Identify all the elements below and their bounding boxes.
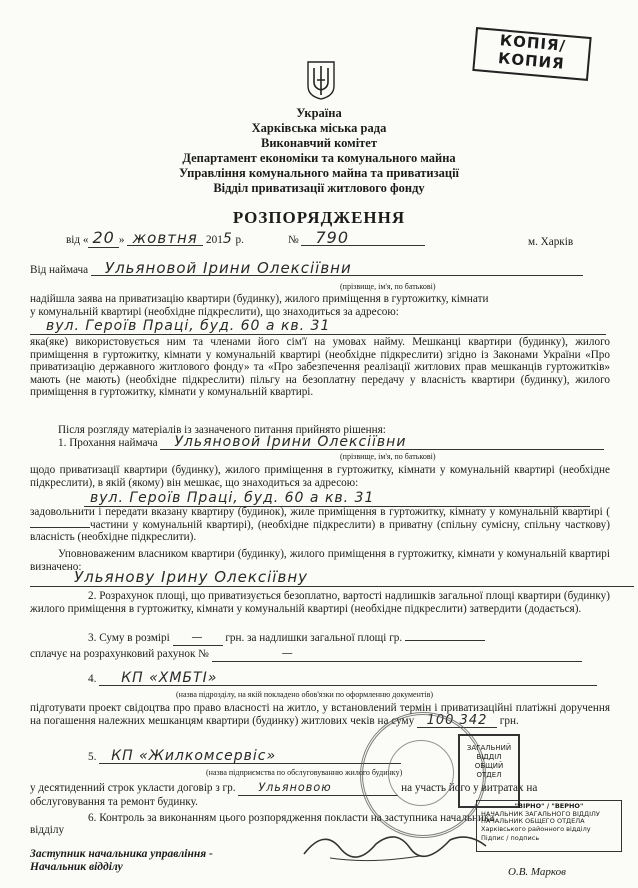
council: Харківська міська рада	[251, 121, 387, 135]
item3-account-label: сплачує на розрахунковий рахунок №	[30, 648, 209, 660]
copy-stamp	[472, 27, 591, 81]
item5-value: КП «Жилкомсервіс»	[99, 750, 401, 764]
item3-line-2	[30, 648, 590, 662]
owner-name: Ульянову Ірину Олексіївну	[30, 568, 634, 587]
item4-text-body: підготувати проект свідоцтва про право власності на житло, у встановлений термін і приватизаційні платіжні доручення на погашення належних мешканцям квартири (будинку) житлових чеків на суму	[30, 702, 610, 727]
certification-stamp	[476, 800, 622, 852]
owner-text: Уповноваженим власником квартири (будинку), жилого приміщення в гуртожитку, кімнати у комунальній квартирі визначено:	[30, 548, 610, 573]
dept-stamp-line-2: ВІДДІЛ	[476, 753, 502, 761]
number-label: №	[288, 234, 299, 246]
item5-text-body: у десятиденний строк укласти договір з гр.	[30, 782, 236, 794]
round-seal-inner	[388, 740, 454, 806]
item1-name: Ульяновой Ірини Олексіївни	[160, 436, 604, 450]
date-prefix: від «	[66, 234, 89, 246]
date-day: 20	[88, 228, 118, 248]
dept-stamp-line-1: ЗАГАЛЬНИЙ	[466, 744, 512, 752]
item3-line	[88, 632, 608, 646]
copy-stamp-line-1: КОПІЯ/	[499, 31, 567, 55]
tenant-caption: (прізвище, ім'я, по батькові)	[340, 282, 436, 291]
item4-label: 4.	[88, 673, 97, 685]
item4-caption: (назва підрозділу, на якій покладено обов'язки по оформленню документів)	[176, 690, 434, 699]
committee: Виконавчий комітет	[261, 136, 377, 150]
certify-line-4: Харківського районного відділу	[481, 824, 591, 833]
copy-stamp-line-2: КОПИЯ	[497, 49, 566, 73]
general-department-stamp	[458, 734, 520, 808]
item3-label: 3. Суму в розмірі	[88, 632, 170, 644]
department: Департамент економіки та комунального майна	[182, 151, 456, 165]
signature-position-2: Начальник відділу	[30, 861, 123, 873]
tenant-label: Від наймача	[30, 264, 89, 276]
intro-line-2: у комунальній квартирі (необхідне підкреслити), що знаходиться за адресою:	[30, 306, 399, 318]
city: м. Харків	[528, 236, 574, 248]
country: Україна	[296, 106, 342, 120]
item1-caption: (прізвище, ім'я, по батькові)	[340, 452, 436, 461]
certify-line-2: НАЧАЛЬНИК ЗАГАЛЬНОГО ВІДДІЛУ	[481, 809, 600, 818]
order-number	[288, 228, 425, 247]
item1-line	[58, 436, 618, 450]
certify-line-1: "ВІРНО" / "ВЕРНО"	[514, 802, 584, 810]
tenant-line	[30, 259, 600, 277]
signature-position-1: Заступник начальника управління -	[30, 848, 213, 860]
dept-stamp-line-3: ОБЩИЙ	[474, 762, 504, 770]
intro-paragraph: яка(яке) використовується ним та членами його сім'ї на умовах найму. Мешканці квартири (будинку), жилого приміщення в гуртожитку, кімнати у комунальній квартирі (необхідне підкреслити) згідно із Законами України «Про приватизацію державного житлового фонду» та «Про забезпечення реалізації житлових прав мешканців гуртожитків» мають (не мають) (необхідне підкреслити) пільгу на безоплатну передачу у власність квартири (будинку), жилого приміщення в гуртожитку, кімнати у комунальній квартирі.	[30, 336, 610, 398]
date-year-end: р.	[235, 234, 244, 246]
item1-text-b-part: задовольнити і передати вказану квартиру (будинок), жиле приміщення в гуртожитку, кімнату у комунальній квартирі (	[30, 506, 610, 518]
item1-text-c: частини у комунальній квартирі), (необхідне підкреслити) в приватну (спільну сумісну, спільну часткову) власність (необхідне підкреслити).	[30, 518, 610, 543]
item2-text: 2. Розрахунок площі, що приватизується безоплатно, вартості надлишків загальної площі квартири (будинку) жилого приміщення в гуртожитку, кімнати у комунальній квартирі (необхідне підкреслити) затвердити (додається).	[30, 590, 610, 615]
item3-amount: —	[173, 632, 223, 646]
item4-sum-end: грн.	[499, 714, 519, 727]
item5-name: Ульяновою	[238, 782, 398, 796]
directorate: Управління комунального майна та приватизації	[178, 166, 460, 180]
tenant-name: Ульяновой Ірини Олексіївни	[91, 262, 583, 276]
document-title: РОЗПОРЯДЖЕННЯ	[232, 208, 406, 227]
signature-position	[30, 848, 213, 874]
item4-value: КП «ХМБТІ»	[99, 672, 597, 686]
date-year-suffix: 5	[222, 231, 233, 247]
decision-line: Після розгляду матеріалів із зазначеного питання прийнято рішення:	[58, 424, 386, 436]
item5-caption: (назва підприємства по обслуговуванню жилого будинку)	[206, 768, 403, 777]
number-value: 790	[301, 232, 425, 246]
item5-text-end: на участь його у витратах на обслуговування та ремонт будинку.	[30, 782, 538, 808]
date-year-prefix: 201	[206, 234, 223, 246]
item3-account: —	[212, 648, 582, 662]
item1-text-a: щодо приватизації квартири (будинку), жилого приміщення в гуртожитку, кімнати у комунальній квартирі (необхідне підкреслити), в якій (якому) він мешкає, що знаходиться за адресою:	[30, 464, 610, 489]
signature-name: О.В. Марков	[508, 866, 566, 878]
dept-stamp-line-4: ОТДЕЛ	[476, 771, 502, 779]
date-mid: »	[118, 234, 125, 246]
item4-line	[88, 672, 588, 686]
item4-text	[30, 702, 610, 728]
item6-line-2-text: відділу	[30, 824, 65, 836]
item4-sum: 100 342	[417, 715, 497, 729]
item1-label: 1. Прохання наймача	[58, 437, 158, 449]
certify-sign-label: Підпис / подпись	[481, 834, 540, 842]
header-block	[0, 106, 638, 196]
item5-label: 5.	[88, 751, 97, 763]
coat-of-arms-icon	[306, 60, 336, 100]
item3-text: грн. за надлишки загальної площі гр.	[225, 632, 403, 644]
item1-text-b	[30, 506, 610, 544]
intro-address: вул. Героїв Праці, буд. 60 а кв. 31	[30, 318, 606, 335]
certify-line-3: НАЧАЛЬНИК ОБЩЕГО ОТДЕЛА	[481, 817, 585, 825]
item1-address: вул. Героїв Праці, буд. 60 а кв. 31	[84, 490, 590, 507]
date-month: жовтня	[127, 232, 203, 246]
item6-text: 6. Контроль за виконанням цього розпорядження покласти на заступника начальника	[88, 812, 495, 824]
intro-line-1: надійшла заява на приватизацію квартири (будинку), жилого приміщення в гуртожитку, кімнати	[30, 293, 489, 305]
division: Відділ приватизації житлового фонду	[213, 181, 425, 195]
item6-line-2	[30, 824, 64, 837]
